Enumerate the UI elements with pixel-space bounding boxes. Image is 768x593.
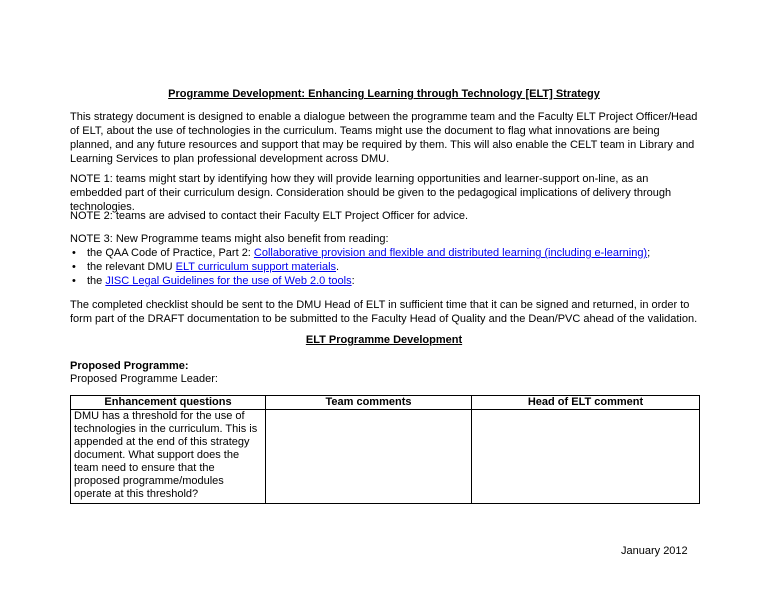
table-header-row	[71, 396, 700, 410]
reading-list-item: • the QAA Code of Practice, Part 2: Collaborative provision and flexible and distributed learning (including e-learning);	[70, 246, 702, 260]
header-enhancement-questions: Enhancement questions	[71, 396, 266, 410]
header-head-of-elt-comment: Head of ELT comment	[472, 396, 700, 410]
reading-list-item: • the relevant DMU ELT curriculum support materials.	[70, 260, 702, 274]
reading-list	[70, 246, 702, 288]
jisc-guidelines-link[interactable]: JISC Legal Guidelines for the use of Web 2.0 tools	[105, 275, 352, 287]
note-3: NOTE 3: New Programme teams might also benefit from reading:	[70, 233, 389, 245]
note-2: NOTE 2: teams are advised to contact their Faculty ELT Project Officer for advice.	[70, 210, 468, 222]
section-title: ELT Programme Development	[305, 334, 463, 346]
header-team-comments: Team comments	[266, 396, 472, 410]
table-row	[71, 410, 700, 504]
head-comment-cell[interactable]	[472, 410, 700, 504]
proposed-leader-label: Proposed Programme Leader:	[70, 373, 218, 385]
reading-list-item: • the JISC Legal Guidelines for the use of Web 2.0 tools:	[70, 274, 702, 288]
intro-paragraph: This strategy document is designed to enable a dialogue between the programme team and the Faculty ELT Project Officer/Head of ELT, about the use of technologies in the curriculum. Teams might use the document to flag what innovations are being planned, and any future resources and support that may be required by them. This will also enable the CELT team in Library and Learning Services to plan professional development across DMU.	[70, 111, 698, 165]
team-comment-cell[interactable]	[266, 410, 472, 504]
proposed-programme-label: Proposed Programme:	[70, 360, 189, 372]
enhancement-table	[70, 395, 700, 504]
qaa-code-link[interactable]: Collaborative provision and flexible and distributed learning (including e-learning)	[253, 247, 648, 259]
document-title: Programme Development: Enhancing Learning through Technology [ELT] Strategy	[168, 88, 600, 100]
note-1: NOTE 1: teams might start by identifying how they will provide learning opportunities and learner-support on-line, as an embedded part of their curriculum design. Consideration should be given to the pedagogical implications of delivery through technologies.	[70, 173, 672, 213]
closing-paragraph: The completed checklist should be sent to the DMU Head of ELT in sufficient time that it can be signed and returned, in order to form part of the DRAFT documentation to be submitted to the Faculty Head of Quality and the Dean/PVC ahead of the validation.	[70, 299, 698, 325]
elt-support-materials-link[interactable]: ELT curriculum support materials	[175, 261, 337, 273]
question-cell: DMU has a threshold for the use of technologies in the curriculum. This is appended at the end of this strategy document. What support does the team need to ensure that the proposed programme/modules operate at this threshold?	[71, 410, 266, 504]
footer-date: January 2012	[621, 545, 688, 557]
